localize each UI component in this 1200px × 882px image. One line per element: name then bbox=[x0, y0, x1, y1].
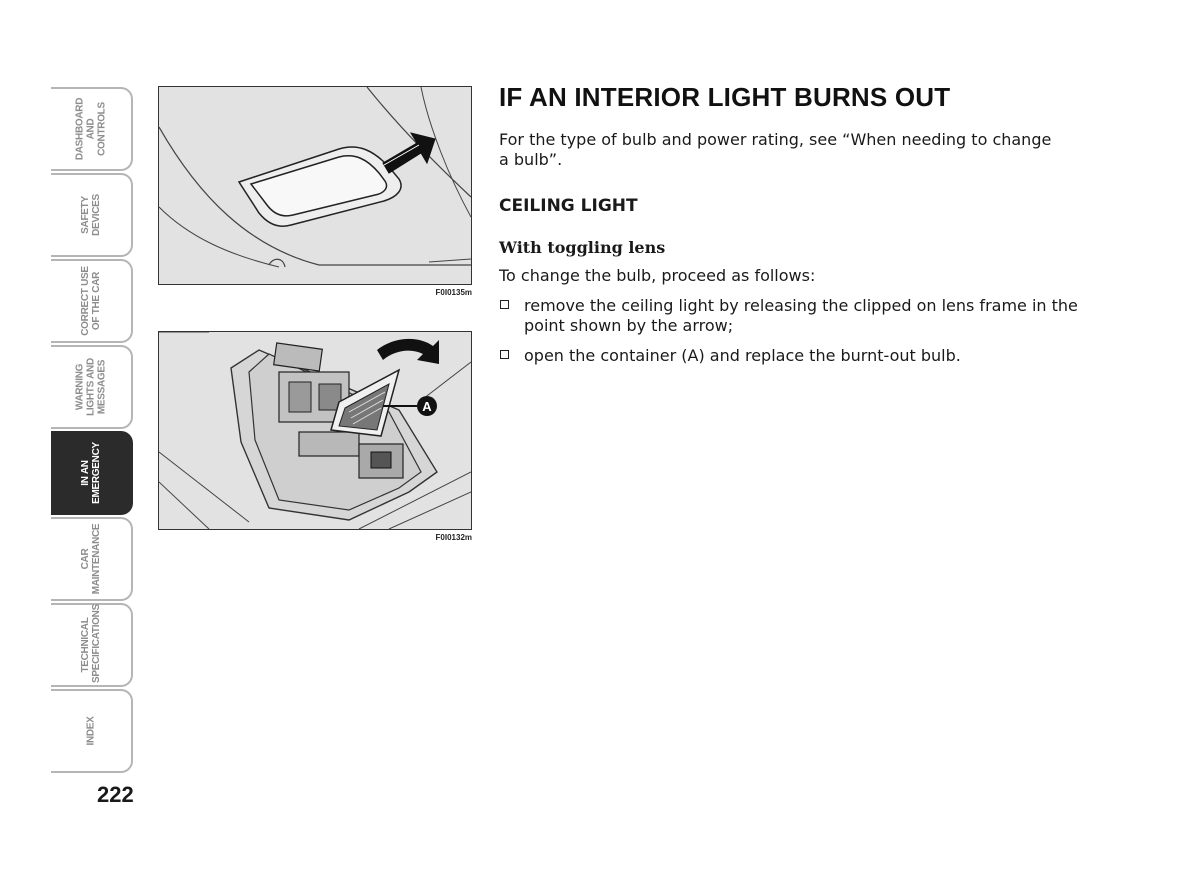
figure-ceiling-light-open bbox=[158, 331, 472, 542]
tab-dashboard-and-controls[interactable] bbox=[51, 87, 133, 171]
page-title: IF AN INTERIOR LIGHT BURNS OUT bbox=[499, 82, 951, 112]
figure-ceiling-light-closed bbox=[158, 86, 472, 297]
tab-safety-devices[interactable] bbox=[51, 173, 133, 257]
checkbox-bullet-icon bbox=[500, 300, 509, 309]
steps-list bbox=[499, 296, 1079, 366]
step-intro: To change the bulb, proceed as follows: bbox=[499, 266, 816, 285]
tab-label: SAFETY DEVICES bbox=[80, 194, 102, 236]
tab-label: WARNING LIGHTS AND MESSAGES bbox=[74, 358, 108, 416]
checkbox-bullet-icon bbox=[500, 350, 509, 359]
chapter-tabs bbox=[51, 87, 133, 775]
ceiling-light-illustration bbox=[159, 87, 471, 284]
tab-label: TECHNICAL SPECIFICATIONS bbox=[80, 604, 102, 683]
section-heading: CEILING LIGHT bbox=[499, 196, 638, 216]
figure-code: F0I0135m bbox=[435, 288, 472, 297]
step-text: remove the ceiling light by releasing the clipped on lens frame in the point shown by the arrow; bbox=[524, 296, 1078, 335]
tab-in-an-emergency[interactable] bbox=[51, 431, 133, 515]
intro-paragraph: For the type of bulb and power rating, see “When needing to change a bulb”. bbox=[499, 130, 1052, 169]
tab-label: CAR MAINTENANCE bbox=[80, 523, 102, 595]
tab-warning-lights[interactable] bbox=[51, 345, 133, 429]
tab-label: DASHBOARD AND CONTROLS bbox=[74, 97, 108, 161]
tab-index[interactable] bbox=[51, 689, 133, 773]
figure-code: F0I0132m bbox=[435, 533, 472, 542]
tab-technical-specifications[interactable] bbox=[51, 603, 133, 687]
tab-correct-use[interactable] bbox=[51, 259, 133, 343]
page-content bbox=[499, 82, 1079, 376]
tab-car-maintenance[interactable] bbox=[51, 517, 133, 601]
tab-label: INDEX bbox=[85, 716, 97, 746]
tab-label: CORRECT USE OF THE CAR bbox=[80, 266, 102, 336]
bulb-container-illustration bbox=[159, 332, 471, 529]
tab-label: IN AN EMERGENCY bbox=[80, 442, 102, 504]
step-text: open the container (A) and replace the burnt-out bulb. bbox=[524, 346, 961, 365]
list-item bbox=[499, 346, 1079, 366]
list-item bbox=[499, 296, 1079, 336]
figure-frame bbox=[158, 86, 472, 285]
callout-label: A bbox=[422, 399, 432, 414]
subsection-heading: With toggling lens bbox=[499, 238, 666, 257]
figure-frame bbox=[158, 331, 472, 530]
page-number: 222 bbox=[97, 782, 134, 807]
